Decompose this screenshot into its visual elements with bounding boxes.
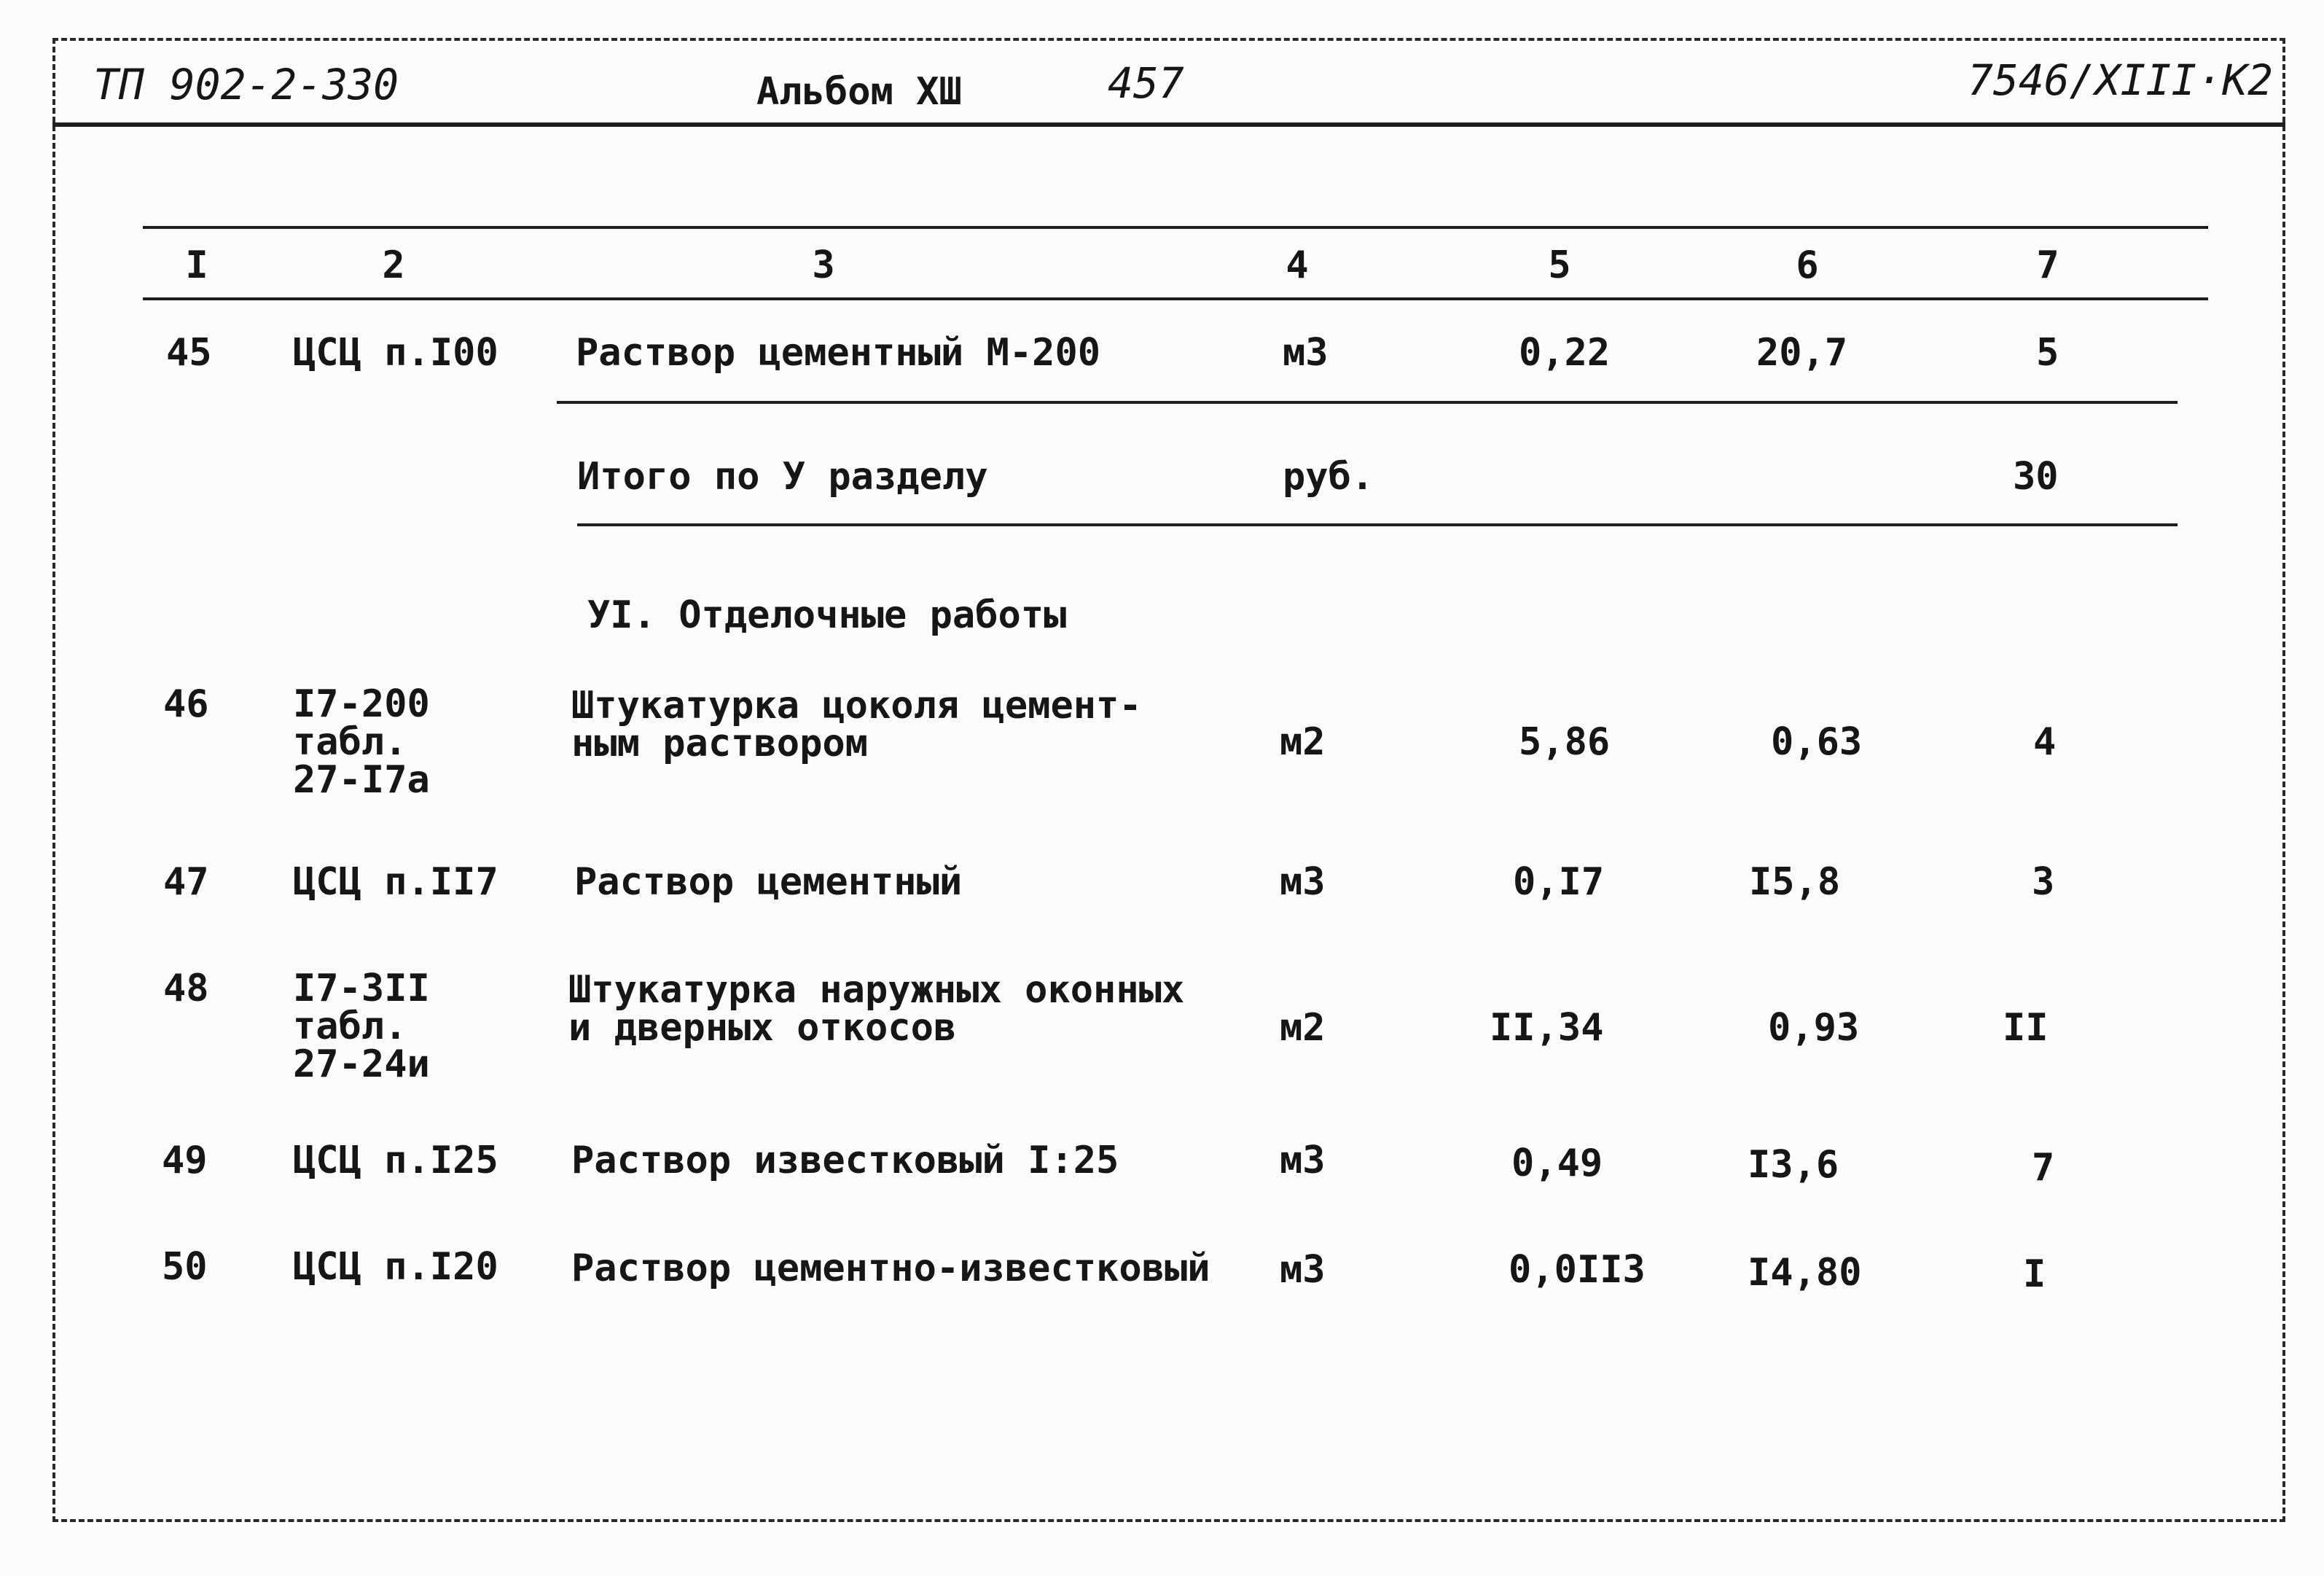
row-50-price: I4,80 — [1748, 1251, 1862, 1295]
row-46-unit: м2 — [1280, 720, 1326, 764]
column-header-5: 5 — [1548, 243, 1571, 287]
row-47-name: Раствор цементный — [574, 860, 963, 904]
column-header-7: 7 — [2036, 243, 2059, 287]
row-49-unit: м3 — [1280, 1139, 1326, 1182]
subtotal-unit: руб. — [1283, 455, 1374, 499]
row-47-code: ЦСЦ п.II7 — [293, 860, 498, 904]
column-header-4: 4 — [1286, 243, 1309, 287]
row-49-name: Раствор известковый I:25 — [571, 1139, 1119, 1182]
row-45-number: 45 — [166, 331, 212, 375]
row-47-unit: м3 — [1280, 860, 1326, 904]
row-49-cost: 7 — [2032, 1146, 2055, 1190]
row-45-code: ЦСЦ п.I00 — [293, 331, 498, 375]
row-46-number: 46 — [163, 682, 209, 726]
row-48-code: I7-3II табл. 27-24и — [293, 967, 430, 1086]
row-45-cost: 5 — [2036, 331, 2059, 375]
row-47-qty: 0,I7 — [1513, 860, 1605, 904]
row-46-qty: 5,86 — [1519, 720, 1611, 764]
row-47-cost: 3 — [2032, 860, 2055, 904]
page-number: 457 — [1108, 58, 1184, 108]
row-49-number: 49 — [162, 1139, 208, 1182]
column-header-3: 3 — [812, 243, 835, 287]
row-47-price: I5,8 — [1749, 860, 1841, 904]
archive-reference: 7546/XIII·К2 — [1968, 55, 2274, 105]
row-45-underline — [557, 401, 2178, 404]
row-47-number: 47 — [163, 860, 209, 904]
row-48-cost: II — [2003, 1006, 2049, 1050]
row-50-unit: м3 — [1280, 1248, 1326, 1292]
row-46-cost: 4 — [2033, 720, 2057, 764]
row-45-unit: м3 — [1283, 331, 1329, 375]
document-code: ТП 902-2-330 — [93, 60, 399, 109]
column-header-1: I — [185, 243, 208, 287]
table-top-rule — [143, 226, 2208, 229]
row-50-number: 50 — [162, 1245, 208, 1289]
row-48-name: Штукатурка наружных оконных и дверных откосов — [568, 968, 1185, 1050]
table-header-rule — [143, 297, 2208, 300]
row-46-name: Штукатурка цоколя цемент- ным раствором — [571, 684, 1142, 765]
subtotal-underline — [577, 523, 2178, 526]
row-48-unit: м2 — [1280, 1006, 1326, 1050]
row-50-cost: I — [2023, 1252, 2046, 1296]
album-label: Альбом ХШ — [756, 70, 962, 114]
row-45-price: 20,7 — [1756, 331, 1848, 375]
row-49-price: I3,6 — [1748, 1143, 1839, 1187]
column-header-6: 6 — [1796, 243, 1819, 287]
row-46-price: 0,63 — [1771, 720, 1863, 764]
subtotal-cost: 30 — [2013, 455, 2059, 499]
column-header-2: 2 — [382, 243, 405, 287]
row-46-code: I7-200 табл. 27-I7а — [293, 682, 430, 802]
row-45-qty: 0,22 — [1519, 331, 1611, 375]
row-50-name: Раствор цементно-известковый — [571, 1247, 1210, 1290]
row-48-price: 0,93 — [1768, 1006, 1860, 1050]
section-heading: УI. Отделочные работы — [587, 593, 1067, 637]
row-48-number: 48 — [163, 967, 209, 1010]
row-48-qty: II,34 — [1490, 1006, 1604, 1050]
row-45-name: Раствор цементный М-200 — [576, 331, 1101, 375]
header-divider — [52, 122, 2285, 127]
subtotal-label: Итого по У разделу — [577, 455, 988, 499]
row-49-qty: 0,49 — [1511, 1142, 1603, 1185]
row-49-code: ЦСЦ п.I25 — [293, 1139, 498, 1182]
row-50-qty: 0,0II3 — [1509, 1248, 1646, 1292]
row-50-code: ЦСЦ п.I20 — [293, 1245, 498, 1289]
